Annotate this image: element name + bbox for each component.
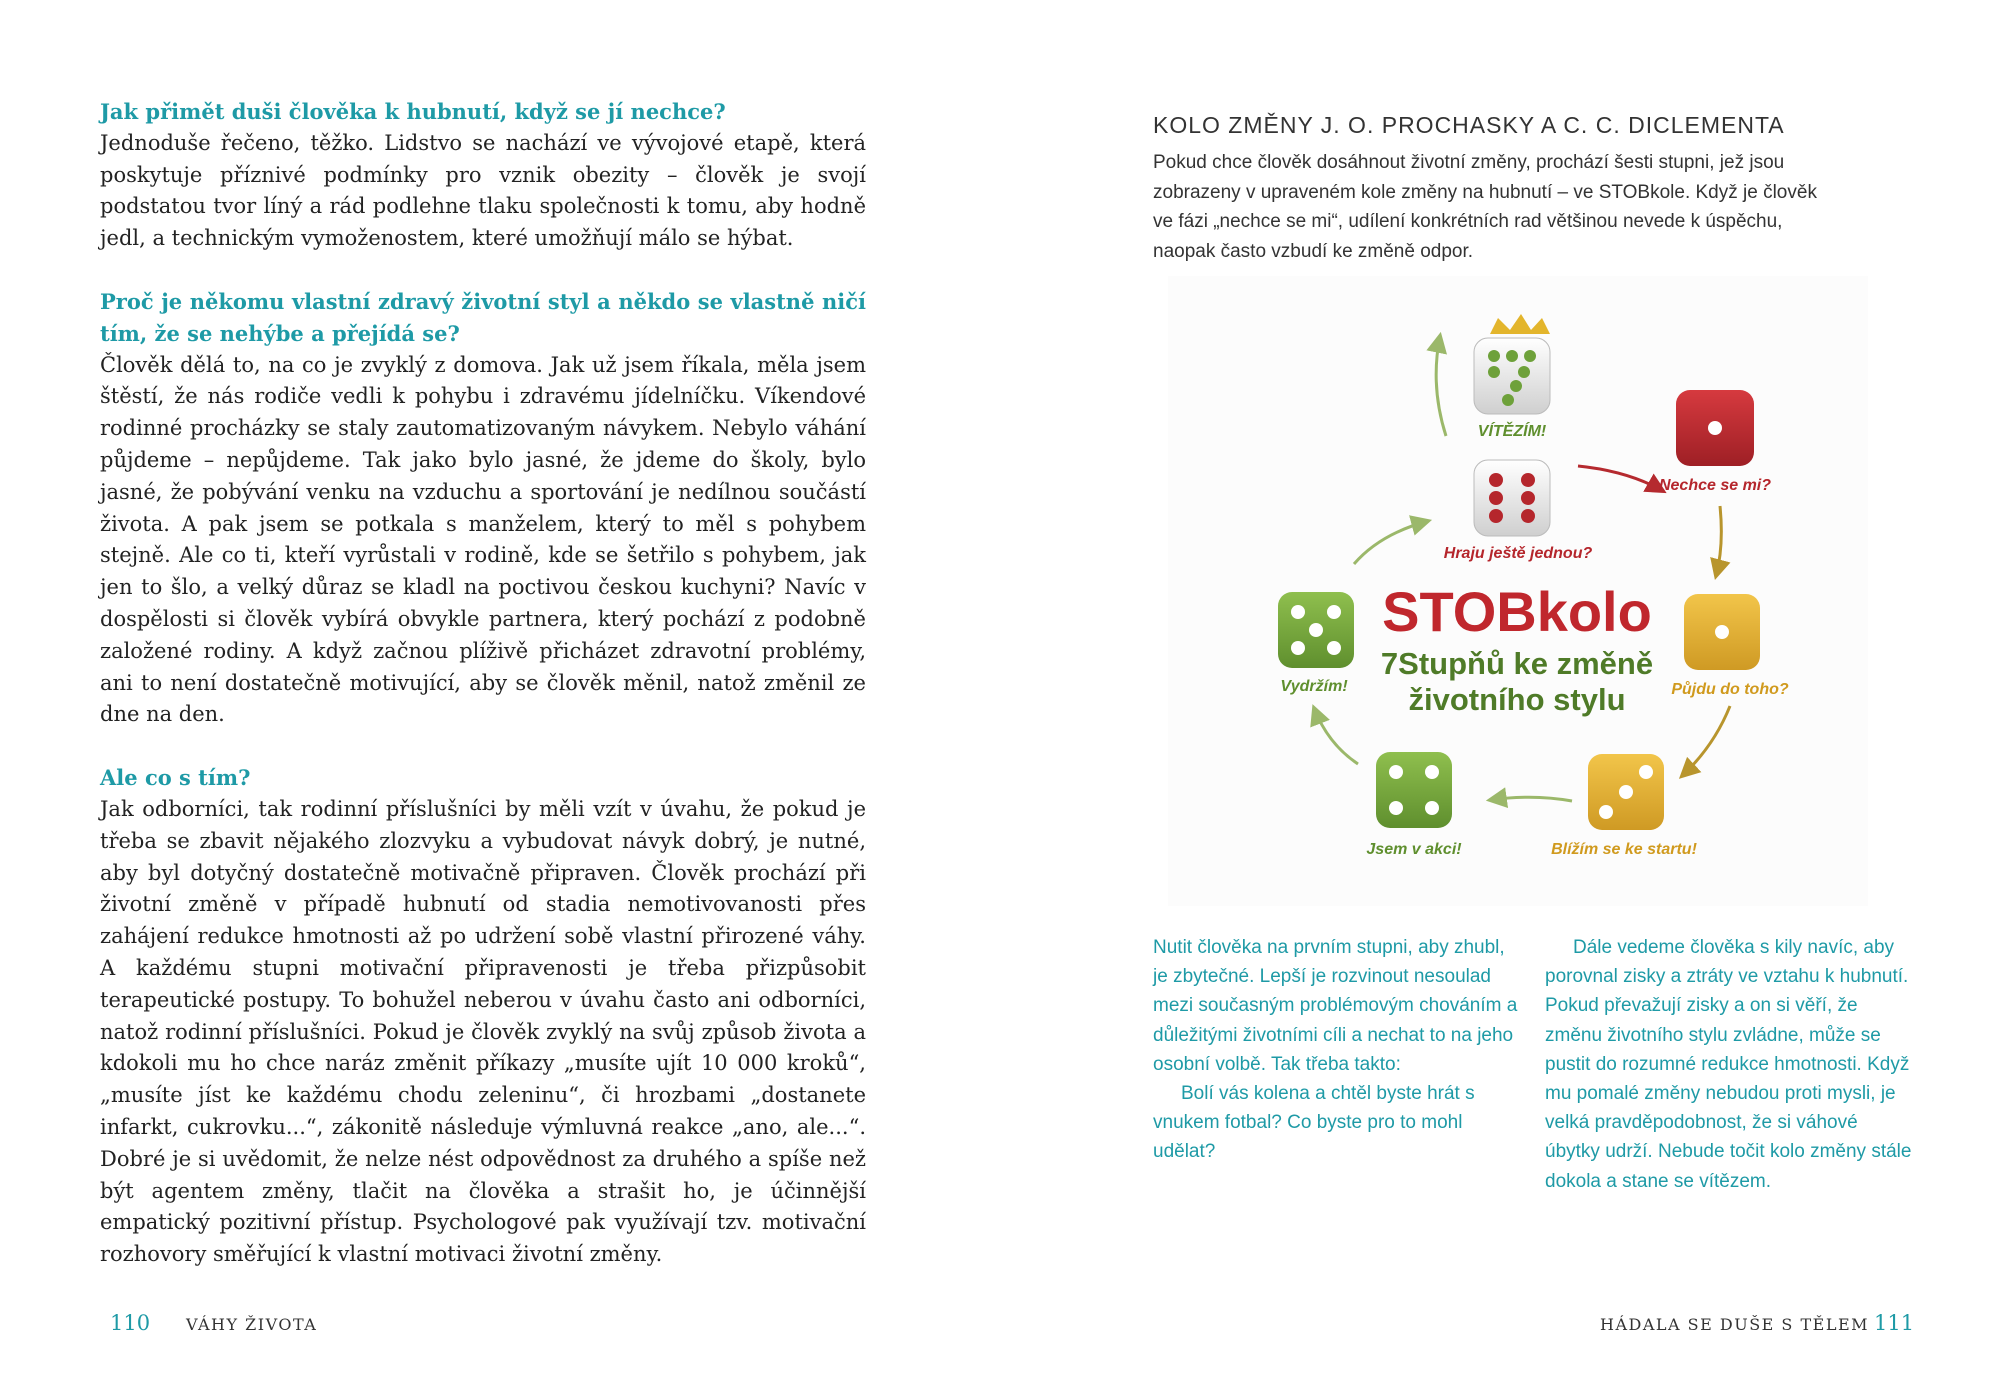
arrow-vydrzim-to-hraju [1354,521,1428,564]
label-nechce: Nechce se mi? [1658,477,1772,494]
label-blizim: Blížím se ke startu! [1551,841,1697,858]
stobkolo-diagram [1168,276,1868,906]
die-vydrzim [1278,592,1354,668]
answer-2: Člověk dělá to, na co je zvyklý z domova. Jak už jsem říkala, měla jsem štěstí, že nás rodiče vedli k pohybu i zdravému jídelníčku. Víkendové rodinné procházky se staly zautomatizovaným návykem. Nebylo váhání půjdeme – nepůjdeme. Tak jako bylo jasné, že jdeme do školy, bylo jasné, že pobývání venku na vzduchu a sportování je nedílnou součástí života. A pak jsem se potkala s manželem, který to měl s pohybem stejně. Ale co ti, kteří vyrůstali v rodině, kde se šetřilo s pohybem, jak jen to šlo, a velký důraz se kladl na poctivou českou kuchyni? Navíc v dospělosti si člověk vybírá obvykle partnera, který pochází z podobně založené rodiny. A když začnou plíživě přicházet zdravotní problémy, ani to není dostatečně motivující, aby se člověk měnil, natož změnil ze dne na den. [100,352,866,727]
label-vitezim: VÍTĚZÍM! [1477,423,1547,440]
arrow-vitezim-to-nechce [1578,466,1663,491]
arrow-nechce-to-pujdu [1716,506,1721,576]
page-number-right: 111 [1874,1311,1915,1335]
diagram-title: STOBkolo [1382,580,1652,643]
crown-icon [1490,314,1550,334]
question-1: Jak přimět duši člověka k hubnutí, když se jí nechce? [100,99,726,124]
col1-paragraph-2: Bolí vás kolena a chtěl byste hrát s vnukem fotbal? Co byste pro to mohl udělat? [1153,1083,1475,1163]
die-pujdu [1684,594,1760,670]
die-blizim [1588,754,1664,830]
running-title-right: HÁDALA SE DUŠE S TĚLEM [1600,1315,1870,1334]
question-2: Proč je někomu vlastní zdravý životní styl a někdo se vlastně ničí tím, že se nehýbe a přejídá se? [100,288,866,346]
section-heading: KOLO ZMĚNY J. O. PROCHASKY A C. C. DICLEMENTA [1153,112,1785,138]
label-vydrzim: Vydržím! [1280,678,1348,695]
label-hraju: Hraju ještě jednou? [1443,545,1593,562]
arrow-pujdu-to-blizim [1682,706,1730,776]
arrow-blizim-to-jsem [1490,797,1572,801]
label-pujdu: Půjdu do toho? [1671,681,1789,698]
label-jsem: Jsem v akci! [1366,841,1462,858]
running-title-left: VÁHY ŽIVOTA [186,1315,318,1334]
answer-3: Jak odborníci, tak rodinní příslušníci by měli vzít v úvahu, že pokud je třeba se zbavit nějakého zlozvyku a vybudovat návyk dobrý, je nutné, aby byl dotyčný dostatečně motivačně připraven. Člověk prochází při životní změně v případě hubnutí od stadia nemotivovanosti přes zahájení redukce hmotnosti až po udržení sobě vlastní přirozené váhy. A každému stupni motivační připravenosti je třeba přizpůsobit terapeutické postupy. To bohužel neberou v úvahu často ani odborníci, natož rodinní příslušníci. Pokud je člověk zvyklý na svůj způsob života a kdokoli mu ho chce naráz změnit příkazy „musíte ujít 10 000 kroků“, „musíte jíst ke každému chodu zeleninu“, či hrozbami „dostanete infarkt, cukrovku...“, zákonitě následuje výmluvná reakce „ano, ale...“. Dobré je si uvědomit, že nelze nést odpovědnost za druhého a spíše než být agentem změny, tlačit na člověka a strašit ho, je účinnější empatický pozitivní přístup. Psychologové pak využívají tzv. motivační rozhovory směřující k vlastní motivaci životní změny. [100,796,866,1267]
column-left [1153,933,1523,1167]
die-vitezim [1474,314,1550,414]
column-right [1545,933,1915,1196]
section-intro: Pokud chce člověk dosáhnout životní změny, prochází šesti stupni, jež jsou zobrazeny v upraveném kole změny na hubnutí – ve STOBkole. Když je člověk ve fázi „nechce se mi“, udílení konkrétních rad většinou nevede k úspěchu, naopak často vzbudí ke změně odpor. [1153,152,1817,262]
left-body [100,96,866,1271]
col1-paragraph-1: Nutit člověka na prvním stupni, aby zhubl, je zbytečné. Lepší je rozvinout nesoulad mezi současným problémovým chováním a důležitými životními cíli a nechat to na jeho osobní volbě. Tak třeba takto: [1153,937,1518,1075]
diagram-subtitle-2: životního stylu [1408,682,1626,717]
col2-paragraph-1: Dále vedeme člověka s kily navíc, aby porovnal zisky a ztráty ve vztahu k hubnutí. Pokud převažují zisky a on si věří, že změnu životního stylu zvládne, může se pustit do rozumné redukce hmotnosti. Když mu pomalé změny nebudou proti mysli, je velká pravděpodobnost, že si váhové úbytky udrží. Nebude točit kolo změny stále dokola a stane se vítězem. [1545,937,1912,1192]
die-jsem [1376,752,1452,828]
answer-1: Jednoduše řečeno, těžko. Lidstvo se nachází ve vývojové etapě, která poskytuje příznivé podmínky pro vznik obezity – člověk je svojí podstatou tvor líný a rád podlehne tlaku společnosti k tomu, aby hodně jedl, a technickým vymoženostem, které umožňují málo se hýbat. [100,130,866,251]
die-nechce [1676,390,1754,466]
question-3: Ale co s tím? [100,765,251,791]
arrow-jsem-to-vydrzim [1314,708,1358,764]
diagram-subtitle-1: 7Stupňů ke změně [1380,646,1654,681]
die-hraju [1474,460,1550,536]
arrow-hraju-to-vitezim [1436,336,1446,436]
diagram-svg [1168,276,1868,906]
page-number-left: 110 [110,1311,151,1335]
